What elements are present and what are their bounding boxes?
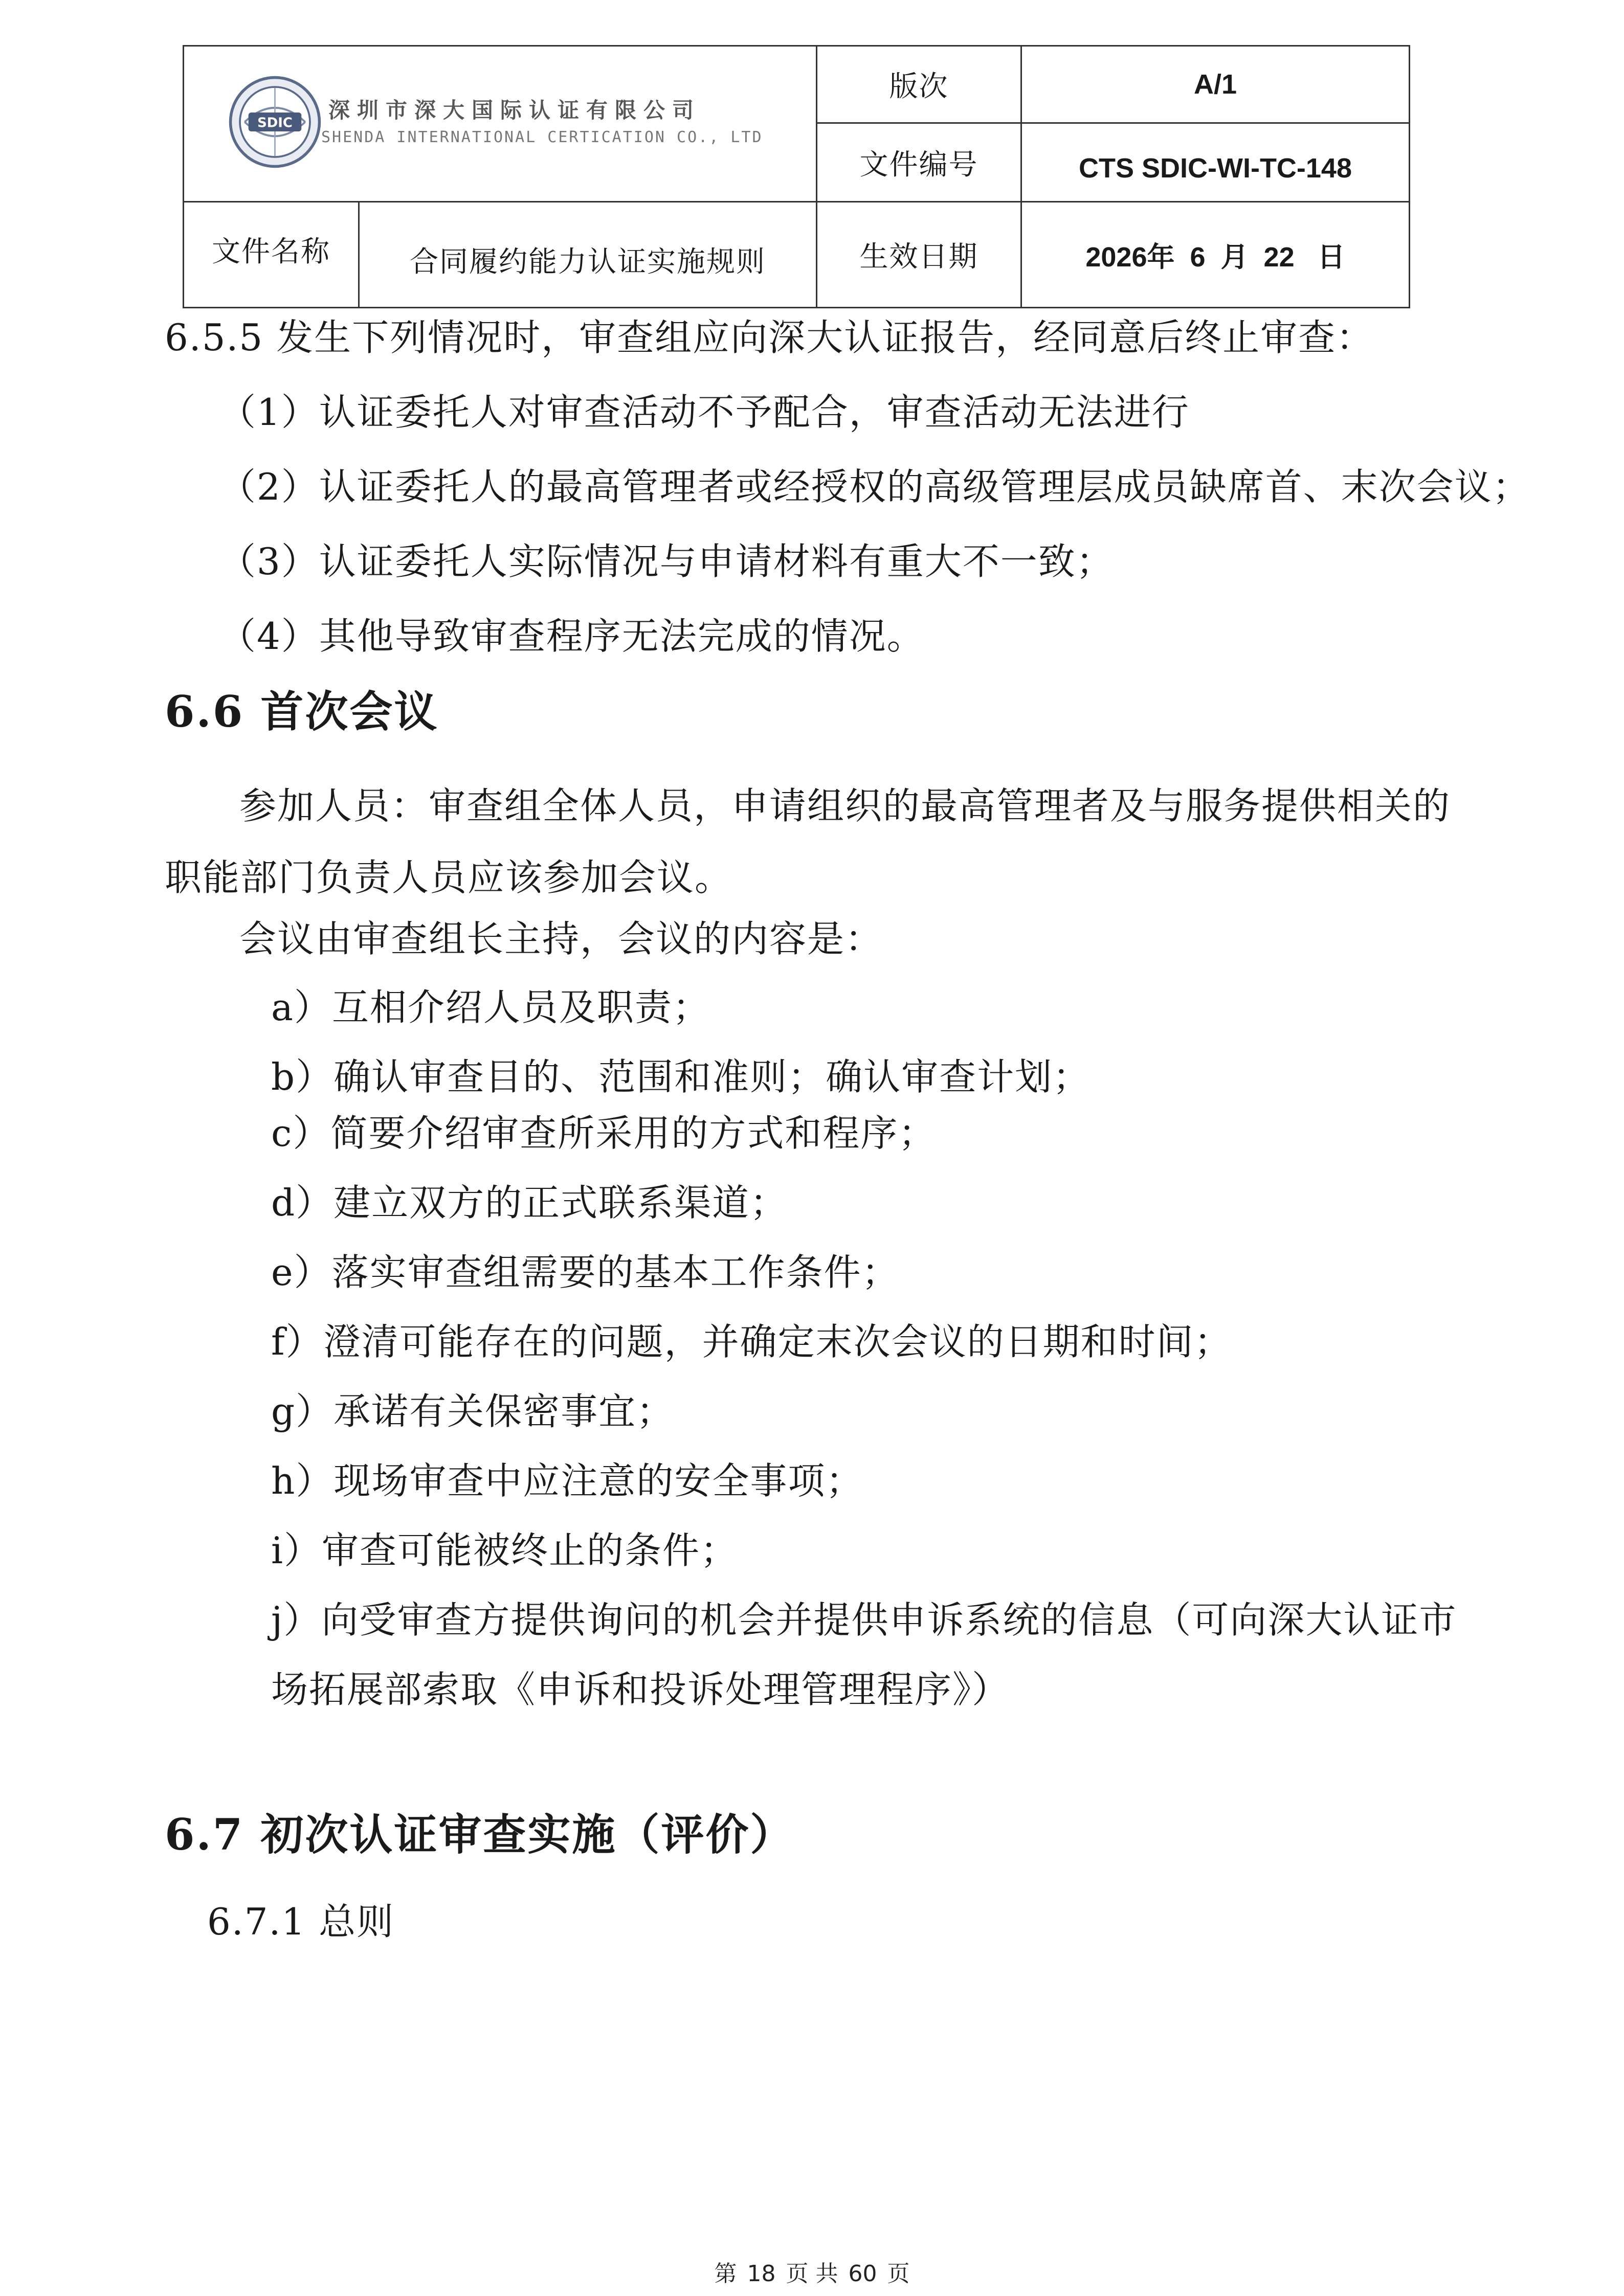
list-item: j）向受审查方提供询问的机会并提供申诉系统的信息（可向深大认证市 xyxy=(271,1599,1457,1641)
section-6-5-5-title: 6.5.5 发生下列情况时，审查组应向深大认证报告，经同意后终止审查： xyxy=(165,316,1374,359)
paragraph-line: 参加人员：审查组全体人员，申请组织的最高管理者及与服务提供相关的 xyxy=(239,784,1451,827)
page-total: 60 xyxy=(848,2261,877,2287)
effective-date-label: 生效日期 xyxy=(859,240,978,274)
section-6-6-heading: 6.6 首次会议 xyxy=(165,686,439,737)
list-item: h）现场审查中应注意的安全事项； xyxy=(271,1459,864,1502)
section-6-7-1-title: 6.7.1 总则 xyxy=(207,1900,395,1943)
logo-text: SDIC xyxy=(257,115,293,131)
list-item: （4）其他导致审查程序无法完成的情况。 xyxy=(219,615,925,658)
company-name-en: SHENDA INTERNATIONAL CERTICATION CO., LTD xyxy=(321,128,763,146)
doc-name-value: 合同履约能力认证实施规则 xyxy=(410,245,766,279)
list-item: （3）认证委托人实际情况与申请材料有重大不一致； xyxy=(219,540,1114,583)
header-table xyxy=(183,45,1410,308)
version-label: 版次 xyxy=(889,70,949,103)
doc-number-value: CTS SDIC-WI-TC-148 xyxy=(1078,152,1352,184)
list-item: 场拓展部索取《申诉和投诉处理管理程序》） xyxy=(271,1668,1010,1711)
company-name-cn: 深圳市深大国际认证有限公司 xyxy=(328,98,701,123)
list-item: b）确认审查目的、范围和准则；确认审查计划； xyxy=(271,1055,1091,1098)
doc-name-label: 文件名称 xyxy=(212,235,330,268)
list-item: e）落实审查组需要的基本工作条件； xyxy=(271,1251,900,1294)
section-6-7-heading: 6.7 初次认证审查实施（评价） xyxy=(165,1809,795,1860)
version-value: A/1 xyxy=(1193,69,1237,100)
list-item: g）承诺有关保密事宜； xyxy=(271,1390,675,1433)
page-number: 18 xyxy=(747,2261,776,2287)
effective-date-value: 2026年 6 月 22 日 xyxy=(1085,241,1345,273)
company-logo xyxy=(184,47,817,201)
list-item: f）澄清可能存在的问题，并确定末次会议的日期和时间； xyxy=(271,1320,1232,1363)
list-item: （2）认证委托人的最高管理者或经授权的高级管理层成员缺席首、末次会议； xyxy=(219,465,1530,508)
list-item: a）互相介绍人员及职责； xyxy=(271,986,710,1029)
list-item: i）审查可能被终止的条件； xyxy=(271,1529,739,1572)
paragraph-line: 职能部门负责人员应该参加会议。 xyxy=(165,856,733,899)
list-item: （1）认证委托人对审查活动不予配合，审查活动无法进行 xyxy=(219,391,1190,434)
page-footer xyxy=(0,2255,1624,2288)
list-item: c）简要介绍审查所采用的方式和程序； xyxy=(271,1112,937,1155)
list-item: d）建立双方的正式联系渠道； xyxy=(271,1181,788,1224)
paragraph-line: 会议由审查组长主持，会议的内容是： xyxy=(239,917,883,960)
footer-prefix: 第 xyxy=(714,2261,737,2287)
doc-number-label: 文件编号 xyxy=(859,148,978,182)
footer-middle: 页 共 xyxy=(786,2261,838,2287)
footer-suffix: 页 xyxy=(887,2261,910,2287)
company-seal-icon xyxy=(228,75,322,169)
